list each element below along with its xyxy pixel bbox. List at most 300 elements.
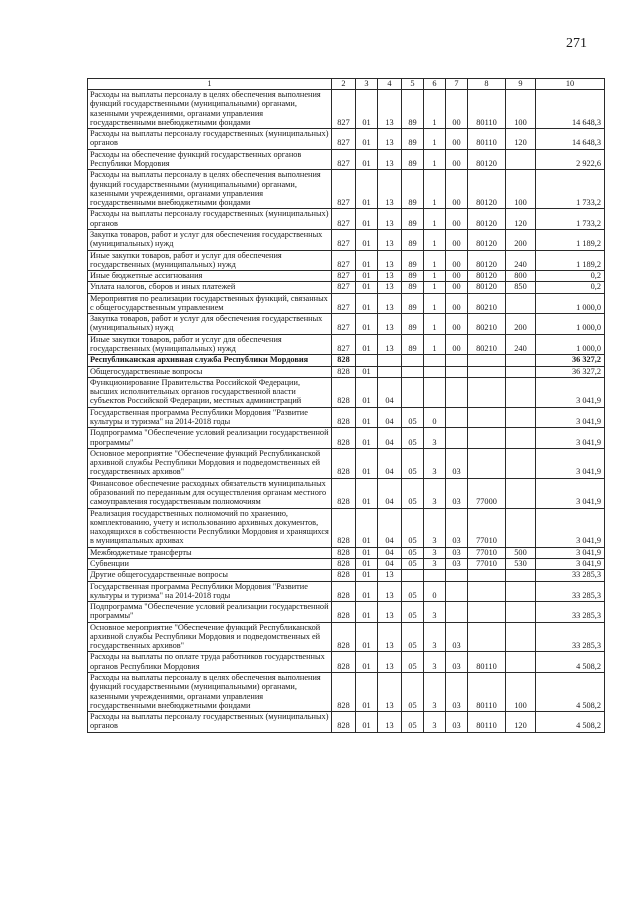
program-code-cell: 05 <box>402 581 424 602</box>
program-code-cell: 05 <box>402 622 424 652</box>
subsection-code-cell: 04 <box>378 448 402 478</box>
section-code-cell: 01 <box>356 407 378 428</box>
program-code-cell <box>402 377 424 407</box>
subprogram-code-cell: 0 <box>424 407 446 428</box>
admin-code-cell: 828 <box>332 570 356 581</box>
activity-code-cell <box>446 428 468 449</box>
table-row <box>88 366 605 377</box>
direction-code-cell: 77010 <box>468 547 506 558</box>
row-name-cell: Расходы на выплаты персоналу в целях обеспечения выполнения функций государственными (муниципальными) органами, казенными учреждениями, органами управления государственными внебюджетными фондами <box>88 170 332 209</box>
section-code-cell: 01 <box>356 673 378 712</box>
program-code-cell: 05 <box>402 448 424 478</box>
amount-cell: 1 189,2 <box>536 250 605 271</box>
subprogram-code-cell: 3 <box>424 448 446 478</box>
subsection-code-cell: 13 <box>378 293 402 314</box>
subsection-code-cell: 13 <box>378 170 402 209</box>
table-row <box>88 129 605 150</box>
expense-type-cell: 100 <box>506 170 536 209</box>
subprogram-code-cell: 1 <box>424 229 446 250</box>
amount-cell: 2 922,6 <box>536 149 605 170</box>
expense-type-cell: 530 <box>506 558 536 569</box>
activity-code-cell: 03 <box>446 547 468 558</box>
subprogram-code-cell: 1 <box>424 170 446 209</box>
row-name-cell: Финансовое обеспечение расходных обязательств муниципальных образований по переданным для осуществления органам местного самоуправления государственным полномочиям <box>88 478 332 508</box>
subsection-code-cell: 04 <box>378 428 402 449</box>
amount-cell: 33 285,3 <box>536 581 605 602</box>
table-row <box>88 428 605 449</box>
subprogram-code-cell: 1 <box>424 209 446 230</box>
table-row <box>88 377 605 407</box>
admin-code-cell: 828 <box>332 712 356 733</box>
admin-code-cell: 828 <box>332 508 356 547</box>
table-row <box>88 622 605 652</box>
admin-code-cell: 828 <box>332 581 356 602</box>
direction-code-cell: 80120 <box>468 170 506 209</box>
amount-cell: 4 508,2 <box>536 673 605 712</box>
amount-cell: 3 041,9 <box>536 428 605 449</box>
expense-type-cell <box>506 478 536 508</box>
subsection-code-cell: 13 <box>378 334 402 355</box>
direction-code-cell: 80120 <box>468 282 506 293</box>
subsection-code-cell: 13 <box>378 271 402 282</box>
direction-code-cell: 80120 <box>468 271 506 282</box>
section-code-cell: 01 <box>356 581 378 602</box>
subsection-code-cell: 04 <box>378 407 402 428</box>
program-code-cell: 05 <box>402 558 424 569</box>
table-row <box>88 478 605 508</box>
amount-cell: 1 189,2 <box>536 229 605 250</box>
section-code-cell: 01 <box>356 602 378 623</box>
direction-code-cell: 80110 <box>468 90 506 129</box>
program-code-cell: 05 <box>402 508 424 547</box>
direction-code-cell: 77000 <box>468 478 506 508</box>
activity-code-cell: 00 <box>446 229 468 250</box>
section-code-cell: 01 <box>356 366 378 377</box>
expense-type-cell: 240 <box>506 250 536 271</box>
admin-code-cell: 827 <box>332 250 356 271</box>
subprogram-code-cell: 1 <box>424 90 446 129</box>
program-code-cell <box>402 355 424 366</box>
subsection-code-cell: 13 <box>378 229 402 250</box>
direction-code-cell: 80210 <box>468 334 506 355</box>
expense-type-cell <box>506 355 536 366</box>
admin-code-cell: 828 <box>332 355 356 366</box>
subsection-code-cell: 13 <box>378 602 402 623</box>
direction-code-cell <box>468 428 506 449</box>
table-row <box>88 407 605 428</box>
table-row <box>88 314 605 335</box>
table-row <box>88 570 605 581</box>
table-row <box>88 448 605 478</box>
direction-code-cell <box>468 570 506 581</box>
row-name-cell: Подпрограмма "Обеспечение условий реализации государственной программы" <box>88 428 332 449</box>
table-row <box>88 90 605 129</box>
activity-code-cell <box>446 366 468 377</box>
row-name-cell: Уплата налогов, сборов и иных платежей <box>88 282 332 293</box>
direction-code-cell <box>468 407 506 428</box>
subsection-code-cell: 13 <box>378 652 402 673</box>
subsection-code-cell: 13 <box>378 673 402 712</box>
section-code-cell: 01 <box>356 282 378 293</box>
expense-type-cell: 120 <box>506 129 536 150</box>
section-code-cell: 01 <box>356 90 378 129</box>
admin-code-cell: 827 <box>332 229 356 250</box>
subprogram-code-cell: 3 <box>424 652 446 673</box>
amount-cell: 4 508,2 <box>536 712 605 733</box>
activity-code-cell <box>446 570 468 581</box>
amount-cell: 3 041,9 <box>536 508 605 547</box>
direction-code-cell <box>468 377 506 407</box>
activity-code-cell: 03 <box>446 712 468 733</box>
amount-cell: 3 041,9 <box>536 478 605 508</box>
row-name-cell: Расходы на выплаты персоналу государственных (муниципальных) органов <box>88 209 332 230</box>
section-code-cell: 01 <box>356 448 378 478</box>
subprogram-code-cell: 1 <box>424 282 446 293</box>
admin-code-cell: 827 <box>332 149 356 170</box>
expense-type-cell <box>506 448 536 478</box>
activity-code-cell: 00 <box>446 271 468 282</box>
subsection-code-cell: 13 <box>378 712 402 733</box>
activity-code-cell <box>446 581 468 602</box>
table-row <box>88 508 605 547</box>
page-number: 271 <box>566 36 587 51</box>
program-code-cell: 05 <box>402 478 424 508</box>
direction-code-cell <box>468 622 506 652</box>
table-row <box>88 581 605 602</box>
row-name-cell: Закупка товаров, работ и услуг для обеспечения государственных (муниципальных) нужд <box>88 229 332 250</box>
amount-cell: 14 648,3 <box>536 129 605 150</box>
subprogram-code-cell: 3 <box>424 622 446 652</box>
row-name-cell: Республиканская архивная служба Республики Мордовия <box>88 355 332 366</box>
program-code-cell: 05 <box>402 547 424 558</box>
section-code-cell: 01 <box>356 314 378 335</box>
row-name-cell: Основное мероприятие "Обеспечение функций Республиканской архивной службы Республики Мордовия и подведомственных ей государственных архивов" <box>88 622 332 652</box>
activity-code-cell <box>446 355 468 366</box>
subsection-code-cell: 13 <box>378 622 402 652</box>
row-name-cell: Закупка товаров, работ и услуг для обеспечения государственных (муниципальных) нужд <box>88 314 332 335</box>
expense-type-cell <box>506 366 536 377</box>
section-code-cell: 01 <box>356 293 378 314</box>
amount-cell: 3 041,9 <box>536 547 605 558</box>
program-code-cell: 89 <box>402 271 424 282</box>
expense-type-cell: 100 <box>506 673 536 712</box>
program-code-cell: 89 <box>402 334 424 355</box>
program-code-cell: 89 <box>402 250 424 271</box>
row-name-cell: Основное мероприятие "Обеспечение функций Республиканской архивной службы Республики Мордовия и подведомственных ей государственных архивов" <box>88 448 332 478</box>
direction-code-cell: 77010 <box>468 508 506 547</box>
subprogram-code-cell: 3 <box>424 508 446 547</box>
table-row <box>88 229 605 250</box>
subprogram-code-cell: 3 <box>424 428 446 449</box>
direction-code-cell: 80120 <box>468 149 506 170</box>
expense-type-cell <box>506 293 536 314</box>
admin-code-cell: 828 <box>332 407 356 428</box>
subsection-code-cell: 04 <box>378 377 402 407</box>
section-code-cell <box>356 355 378 366</box>
expense-type-cell: 100 <box>506 90 536 129</box>
table-header-row <box>88 79 605 90</box>
activity-code-cell: 03 <box>446 448 468 478</box>
activity-code-cell: 00 <box>446 149 468 170</box>
subsection-code-cell: 04 <box>378 547 402 558</box>
activity-code-cell: 03 <box>446 622 468 652</box>
expense-type-cell <box>506 149 536 170</box>
amount-cell: 3 041,9 <box>536 558 605 569</box>
expense-type-cell: 120 <box>506 712 536 733</box>
activity-code-cell: 00 <box>446 209 468 230</box>
section-code-cell: 01 <box>356 712 378 733</box>
row-name-cell: Государственная программа Республики Мордовия "Развитие культуры и туризма" на 2014-2018 годы <box>88 407 332 428</box>
expense-type-cell: 120 <box>506 209 536 230</box>
row-name-cell: Иные закупки товаров, работ и услуг для обеспечения государственных (муниципальных) нужд <box>88 250 332 271</box>
amount-cell: 1 000,0 <box>536 293 605 314</box>
subprogram-code-cell: 1 <box>424 293 446 314</box>
header-cell: 8 <box>468 79 506 90</box>
amount-cell: 14 648,3 <box>536 90 605 129</box>
admin-code-cell: 827 <box>332 129 356 150</box>
subprogram-code-cell: 1 <box>424 334 446 355</box>
section-code-cell: 01 <box>356 377 378 407</box>
section-code-cell: 01 <box>356 229 378 250</box>
header-cell: 4 <box>378 79 402 90</box>
direction-code-cell: 80110 <box>468 712 506 733</box>
table-row <box>88 712 605 733</box>
table-row <box>88 334 605 355</box>
admin-code-cell: 828 <box>332 448 356 478</box>
table-row <box>88 558 605 569</box>
expense-type-cell: 850 <box>506 282 536 293</box>
section-code-cell: 01 <box>356 478 378 508</box>
section-code-cell: 01 <box>356 570 378 581</box>
direction-code-cell <box>468 355 506 366</box>
header-cell: 7 <box>446 79 468 90</box>
row-name-cell: Другие общегосударственные вопросы <box>88 570 332 581</box>
section-code-cell: 01 <box>356 558 378 569</box>
admin-code-cell: 827 <box>332 271 356 282</box>
subprogram-code-cell <box>424 366 446 377</box>
expense-type-cell <box>506 581 536 602</box>
amount-cell: 3 041,9 <box>536 448 605 478</box>
table-row <box>88 652 605 673</box>
header-cell: 10 <box>536 79 605 90</box>
program-code-cell: 89 <box>402 90 424 129</box>
amount-cell: 36 327,2 <box>536 366 605 377</box>
subprogram-code-cell: 3 <box>424 673 446 712</box>
header-cell: 9 <box>506 79 536 90</box>
amount-cell: 0,2 <box>536 271 605 282</box>
subsection-code-cell: 13 <box>378 129 402 150</box>
expense-type-cell: 240 <box>506 334 536 355</box>
section-code-cell: 01 <box>356 170 378 209</box>
expense-type-cell: 200 <box>506 314 536 335</box>
activity-code-cell: 00 <box>446 314 468 335</box>
direction-code-cell: 80210 <box>468 293 506 314</box>
expense-type-cell <box>506 407 536 428</box>
program-code-cell: 89 <box>402 129 424 150</box>
admin-code-cell: 828 <box>332 428 356 449</box>
activity-code-cell: 00 <box>446 293 468 314</box>
section-code-cell: 01 <box>356 547 378 558</box>
admin-code-cell: 828 <box>332 558 356 569</box>
activity-code-cell: 03 <box>446 508 468 547</box>
amount-cell: 33 285,3 <box>536 602 605 623</box>
activity-code-cell: 03 <box>446 478 468 508</box>
table-row <box>88 293 605 314</box>
header-cell: 3 <box>356 79 378 90</box>
subsection-code-cell: 04 <box>378 558 402 569</box>
program-code-cell: 05 <box>402 652 424 673</box>
program-code-cell: 89 <box>402 293 424 314</box>
row-name-cell: Подпрограмма "Обеспечение условий реализации государственной программы" <box>88 602 332 623</box>
row-name-cell: Расходы на выплаты персоналу в целях обеспечения выполнения функций государственными (муниципальными) органами, казенными учреждениями, органами управления государственными внебюджетными фондами <box>88 90 332 129</box>
admin-code-cell: 827 <box>332 170 356 209</box>
amount-cell: 4 508,2 <box>536 652 605 673</box>
amount-cell: 3 041,9 <box>536 377 605 407</box>
amount-cell: 36 327,2 <box>536 355 605 366</box>
admin-code-cell: 827 <box>332 209 356 230</box>
activity-code-cell: 00 <box>446 129 468 150</box>
admin-code-cell: 828 <box>332 622 356 652</box>
activity-code-cell <box>446 407 468 428</box>
section-code-cell: 01 <box>356 652 378 673</box>
row-name-cell: Мероприятия по реализации государственных функций, связанных с общегосударственным управлением <box>88 293 332 314</box>
amount-cell: 1 000,0 <box>536 334 605 355</box>
table-row <box>88 209 605 230</box>
subprogram-code-cell: 3 <box>424 602 446 623</box>
amount-cell: 0,2 <box>536 282 605 293</box>
expense-type-cell: 200 <box>506 229 536 250</box>
direction-code-cell <box>468 366 506 377</box>
direction-code-cell: 80120 <box>468 229 506 250</box>
row-name-cell: Общегосударственные вопросы <box>88 366 332 377</box>
subprogram-code-cell: 0 <box>424 581 446 602</box>
direction-code-cell: 77010 <box>468 558 506 569</box>
program-code-cell: 89 <box>402 149 424 170</box>
activity-code-cell: 03 <box>446 673 468 712</box>
row-name-cell: Иные закупки товаров, работ и услуг для обеспечения государственных (муниципальных) нужд <box>88 334 332 355</box>
program-code-cell: 89 <box>402 209 424 230</box>
program-code-cell: 89 <box>402 170 424 209</box>
program-code-cell <box>402 366 424 377</box>
direction-code-cell <box>468 602 506 623</box>
row-name-cell: Иные бюджетные ассигнования <box>88 271 332 282</box>
table-row <box>88 355 605 366</box>
table-row <box>88 271 605 282</box>
subprogram-code-cell: 1 <box>424 314 446 335</box>
subsection-code-cell: 13 <box>378 581 402 602</box>
program-code-cell: 89 <box>402 282 424 293</box>
admin-code-cell: 828 <box>332 366 356 377</box>
table-row <box>88 673 605 712</box>
amount-cell: 1 000,0 <box>536 314 605 335</box>
subsection-code-cell <box>378 366 402 377</box>
amount-cell: 33 285,3 <box>536 570 605 581</box>
direction-code-cell: 80120 <box>468 250 506 271</box>
activity-code-cell: 00 <box>446 282 468 293</box>
section-code-cell: 01 <box>356 149 378 170</box>
subprogram-code-cell: 1 <box>424 271 446 282</box>
section-code-cell: 01 <box>356 428 378 449</box>
activity-code-cell: 00 <box>446 250 468 271</box>
expense-type-cell <box>506 428 536 449</box>
program-code-cell: 05 <box>402 602 424 623</box>
table-row <box>88 149 605 170</box>
expense-type-cell <box>506 652 536 673</box>
table-row <box>88 282 605 293</box>
row-name-cell: Расходы на обеспечение функций государственных органов Республики Мордовия <box>88 149 332 170</box>
direction-code-cell: 80110 <box>468 129 506 150</box>
subsection-code-cell: 04 <box>378 508 402 547</box>
section-code-cell: 01 <box>356 250 378 271</box>
activity-code-cell: 03 <box>446 652 468 673</box>
program-code-cell: 05 <box>402 673 424 712</box>
header-cell: 6 <box>424 79 446 90</box>
direction-code-cell: 80110 <box>468 652 506 673</box>
expense-type-cell <box>506 602 536 623</box>
admin-code-cell: 828 <box>332 547 356 558</box>
direction-code-cell: 80210 <box>468 314 506 335</box>
subprogram-code-cell: 1 <box>424 149 446 170</box>
admin-code-cell: 828 <box>332 652 356 673</box>
row-name-cell: Расходы на выплаты персоналу государственных (муниципальных) органов <box>88 712 332 733</box>
direction-code-cell: 80120 <box>468 209 506 230</box>
header-cell: 1 <box>88 79 332 90</box>
admin-code-cell: 827 <box>332 293 356 314</box>
section-code-cell: 01 <box>356 334 378 355</box>
section-code-cell: 01 <box>356 129 378 150</box>
program-code-cell: 05 <box>402 428 424 449</box>
subsection-code-cell: 13 <box>378 209 402 230</box>
row-name-cell: Расходы на выплаты персоналу в целях обеспечения выполнения функций государственными (муниципальными) органами, казенными учреждениями, органами управления государственными внебюджетными фондами <box>88 673 332 712</box>
subprogram-code-cell: 1 <box>424 129 446 150</box>
activity-code-cell: 00 <box>446 90 468 129</box>
section-code-cell: 01 <box>356 508 378 547</box>
program-code-cell: 89 <box>402 229 424 250</box>
section-code-cell: 01 <box>356 271 378 282</box>
amount-cell: 1 733,2 <box>536 209 605 230</box>
row-name-cell: Межбюджетные трансферты <box>88 547 332 558</box>
row-name-cell: Субвенции <box>88 558 332 569</box>
subsection-code-cell: 13 <box>378 250 402 271</box>
admin-code-cell: 828 <box>332 377 356 407</box>
activity-code-cell <box>446 377 468 407</box>
subsection-code-cell <box>378 355 402 366</box>
table-row <box>88 547 605 558</box>
admin-code-cell: 827 <box>332 90 356 129</box>
subsection-code-cell: 04 <box>378 478 402 508</box>
admin-code-cell: 828 <box>332 673 356 712</box>
admin-code-cell: 827 <box>332 334 356 355</box>
program-code-cell: 05 <box>402 407 424 428</box>
direction-code-cell <box>468 448 506 478</box>
program-code-cell <box>402 570 424 581</box>
row-name-cell: Расходы на выплаты по оплате труда работников государственных органов Республики Мордовия <box>88 652 332 673</box>
activity-code-cell: 00 <box>446 170 468 209</box>
budget-table <box>87 78 605 733</box>
header-cell: 5 <box>402 79 424 90</box>
row-name-cell: Реализация государственных полномочий по хранению, комплектованию, учету и использованию архивных документов, находящихся в собственности Республики Мордовия и хранящихся в муниципальных архивах <box>88 508 332 547</box>
subprogram-code-cell <box>424 377 446 407</box>
row-name-cell: Государственная программа Республики Мордовия "Развитие культуры и туризма" на 2014-2018 годы <box>88 581 332 602</box>
program-code-cell: 89 <box>402 314 424 335</box>
expense-type-cell: 800 <box>506 271 536 282</box>
direction-code-cell <box>468 581 506 602</box>
table-row <box>88 250 605 271</box>
expense-type-cell <box>506 377 536 407</box>
table-row <box>88 170 605 209</box>
subprogram-code-cell <box>424 355 446 366</box>
amount-cell: 3 041,9 <box>536 407 605 428</box>
